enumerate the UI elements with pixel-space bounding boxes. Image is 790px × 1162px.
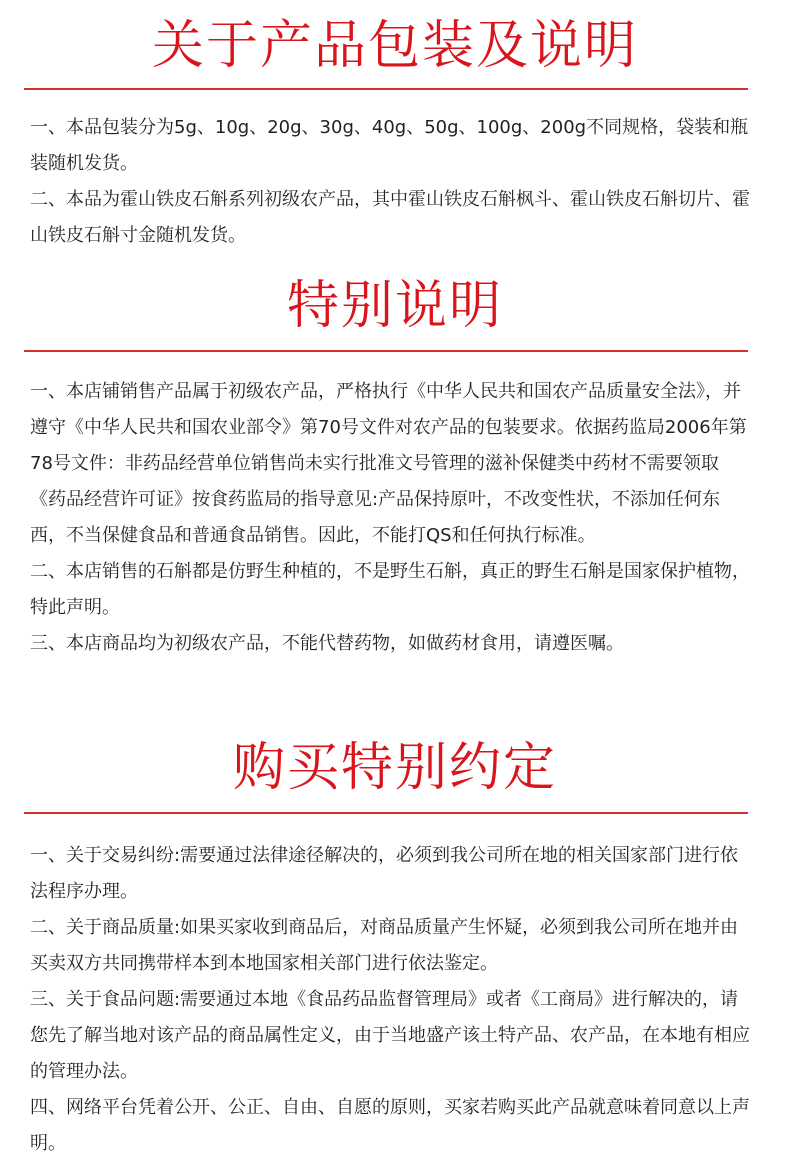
packaging-body: [30, 110, 752, 254]
special-paragraph-2: 二、本店销售的石斛都是仿野生种植的，不是野生石斛，真正的野生石斛是国家保护植物，特此声明。: [30, 561, 750, 618]
packaging-title: 关于产品包装及说明: [151, 16, 638, 76]
packaging-divider: [24, 88, 748, 90]
special-body: [30, 374, 752, 662]
special-paragraph-1: 一、本店铺销售产品属于初级农产品，严格执行《中华人民共和国农产品质量安全法》，并遵守《中华人民共和国农业部令》第70号文件对农产品的包装要求。依据药监局2006年第78号文件：非药品经营单位销售尚未实行批准文号管理的滋补保健类中药材不需要领取《药品经营许可证》按食药监局的指导意见:产品保持原叶，不改变性状，不添加任何东西，不当保健食品和普通食品销售。因此，不能打QS和任何执行标准。: [30, 381, 747, 546]
purchase-paragraph-4: 四、网络平台凭着公开、公正、自由、自愿的原则，买家若购买此产品就意味着同意以上声明。: [30, 1097, 750, 1154]
purchase-paragraph-2: 二、关于商品质量:如果买家收到商品后，对商品质量产生怀疑，必须到我公司所在地并由买卖双方共同携带样本到本地国家相关部门进行依法鉴定。: [30, 917, 739, 974]
purchase-paragraph-3: 三、关于食品问题:需要通过本地《食品药品监督管理局》或者《工商局》进行解决的，请您先了解当地对该产品的商品属性定义，由于当地盛产该土特产品、农产品，在本地有相应的管理办法。: [30, 989, 750, 1082]
packaging-paragraph-2: 二、本品为霍山铁皮石斛系列初级农产品，其中霍山铁皮石斛枫斗、霍山铁皮石斛切片、霍山铁皮石斛寸金随机发货。: [30, 189, 750, 246]
packaging-paragraph-1: 一、本品包装分为5g、10g、20g、30g、40g、50g、100g、200g不同规格，袋装和瓶装随机发货。: [30, 117, 749, 174]
special-paragraph-3: 三、本店商品均为初级农产品，不能代替药物，如做药材食用，请遵医嘱。: [30, 633, 624, 654]
purchase-divider: [24, 812, 748, 814]
purchase-paragraph-1: 一、关于交易纠纷:需要通过法律途径解决的，必须到我公司所在地的相关国家部门进行依法程序办理。: [30, 845, 739, 902]
purchase-body: [30, 838, 752, 1162]
special-title: 特别说明: [286, 276, 503, 336]
purchase-title: 购买特别约定: [232, 738, 557, 798]
special-divider: [24, 350, 748, 352]
